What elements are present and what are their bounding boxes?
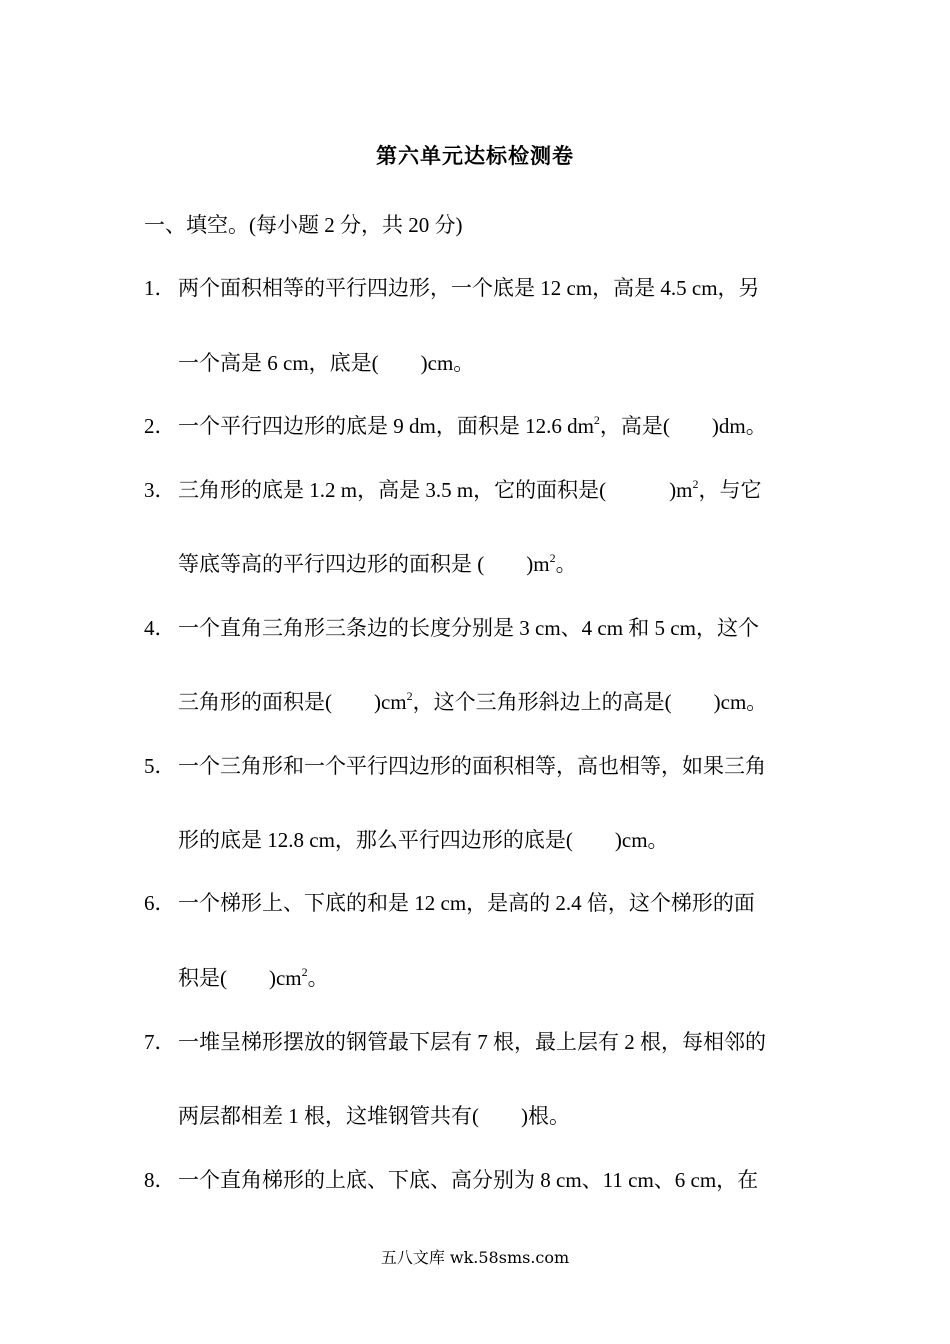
question-1-line-1: 两个面积相等的平行四边形，一个底是 12 cm，高是 4.5 cm，另: [178, 276, 760, 300]
question-6-number: 6．: [144, 891, 176, 915]
question-7-line-1: 一堆呈梯形摆放的钢管最下层有 7 根，最上层有 2 根，每相邻的: [178, 1030, 766, 1054]
question-6-line-2: 积是( )$cm^2$。: [178, 965, 329, 990]
question-8-number: 8．: [144, 1168, 176, 1192]
question-3-number: 3．: [144, 478, 176, 502]
question-4-number: 4．: [144, 616, 176, 640]
question-4-line-2: 三角形的面积是( )$cm^2$，这个三角形斜边上的高是( )cm。: [178, 689, 768, 714]
question-6-line-1: 一个梯形上、下底的和是 12 cm，是高的 2.4 倍，这个梯形的面: [178, 891, 755, 915]
question-3-line-1: 三角形的底是 1.2 m，高是 3.5 m，它的面积是( )$m^2$，与它: [178, 477, 762, 502]
footer-watermark: 五八文库 wk.58sms.com: [380, 1248, 570, 1267]
page-title: 第六单元达标检测卷: [376, 144, 574, 168]
question-5-line-1: 一个三角形和一个平行四边形的面积相等，高也相等，如果三角: [178, 754, 766, 778]
question-2-line-1: 一个平行四边形的底是 9 dm，面积是 12.6 $dm^2$，高是( )dm。: [178, 413, 767, 438]
question-7-number: 7．: [144, 1030, 176, 1054]
question-2-number: 2．: [144, 414, 176, 438]
question-1-line-2: 一个高是 6 cm，底是( )cm。: [178, 351, 475, 375]
question-5-line-2: 形的底是 12.8 cm，那么平行四边形的底是( )cm。: [178, 828, 669, 852]
section-heading: 一、填空。(每小题 2 分，共 20 分): [144, 213, 463, 237]
question-4-line-1: 一个直角三角形三条边的长度分别是 3 cm、4 cm 和 5 cm，这个: [178, 616, 759, 640]
question-3-line-2: 等底等高的平行四边形的面积是 ( )$m^2$。: [178, 551, 577, 576]
question-7-line-2: 两层都相差 1 根，这堆钢管共有( )根。: [178, 1104, 570, 1128]
question-8-line-1: 一个直角梯形的上底、下底、高分别为 8 cm、11 cm、6 cm，在: [178, 1168, 759, 1192]
question-1-number: 1．: [144, 276, 176, 300]
question-5-number: 5．: [144, 754, 176, 778]
